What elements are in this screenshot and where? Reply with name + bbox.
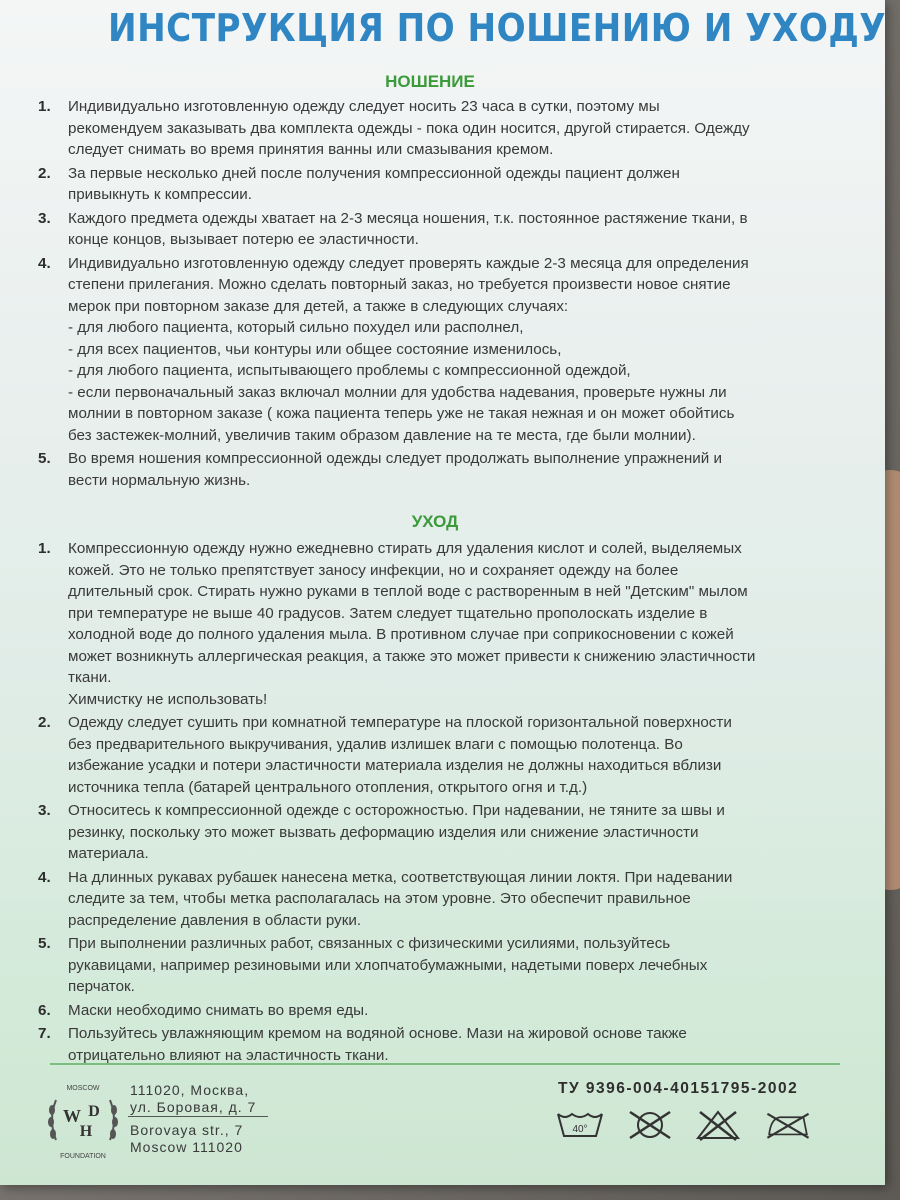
wearing-list: [38, 96, 838, 493]
text-line: Одежду следует сушить при комнатной температуре на плоской горизонтальной поверхности: [68, 714, 732, 731]
text-line: Компрессионную одежду нужно ежедневно стирать для удаления кислот и солей, выделяемых: [68, 540, 742, 557]
text-line: ткани.: [68, 669, 112, 686]
item-number: 4.: [38, 868, 51, 886]
item-text: [68, 867, 838, 932]
care-list: [38, 538, 838, 1068]
address-divider: [128, 1116, 268, 1117]
list-item: [38, 933, 838, 998]
logo-letter-w: W: [63, 1106, 81, 1126]
list-item: [38, 712, 838, 798]
item-text: [68, 208, 838, 251]
text-line: без застежек-молний, увеличив таким образом давление на те места, где были молнии).: [68, 426, 696, 444]
wash-40-icon: [556, 1108, 604, 1142]
care-heading: УХОД: [411, 512, 459, 531]
list-item: [38, 208, 838, 251]
page-title: ИНСТРУКЦИЯ ПО НОШЕНИЮ И УХОДУ: [108, 6, 887, 50]
item-number: 7.: [38, 1025, 51, 1042]
text-line: За первые несколько дней после получения компрессионной одежды пациент должен: [68, 164, 680, 182]
text-line: - если первоначальный заказ включал молнии для удобства надевания, проверьте нужны ли: [68, 383, 727, 401]
item-text: [68, 800, 838, 865]
logo-top-text: MOSCOW: [66, 1085, 100, 1092]
text-line: следует снимать во время принятия ванны или смазывания кремом.: [68, 141, 554, 158]
text-line: степени прилегания. Можно сделать повторный заказ, но требуется произвести новое снятие: [68, 276, 731, 293]
text-line: материала.: [68, 845, 149, 862]
logo-bottom-text: FOUNDATION: [60, 1153, 106, 1160]
text-line: распределение давления в области руки.: [68, 911, 362, 929]
wash-temp-label: 40°: [572, 1124, 588, 1135]
text-line: источника тепла (батарей центрального отопления, открытого огня и т.д.): [68, 778, 588, 796]
address-en-line-2: Moscow 111020: [130, 1139, 243, 1155]
text-line: Относитесь к компрессионной одежде с осторожностью. При надевании, не тяните за швы и: [68, 802, 725, 819]
text-line: привыкнуть к компрессии.: [68, 186, 252, 203]
foundation-logo: [42, 1080, 124, 1162]
text-line: отрицательно влияют на эластичность ткани.: [68, 1046, 389, 1064]
address-ru-line-2: ул. Боровая, д. 7: [130, 1099, 257, 1115]
item-number: 5.: [38, 450, 51, 467]
item-text: [68, 538, 838, 710]
text-line: рукавицами, например резиновыми или хлопчатобумажными, надетыми поверх лечебных: [68, 956, 708, 974]
list-item: [38, 253, 838, 447]
item-text: [68, 1023, 838, 1066]
text-line: Индивидуально изготовленную одежду следует носить 23 часа в сутки, поэтому мы: [68, 98, 660, 115]
text-line: конце концов, вызывает потерю ее эластичности.: [68, 231, 419, 248]
item-text: [68, 96, 838, 161]
list-item: [38, 96, 838, 161]
item-number: 2.: [38, 714, 51, 731]
text-line: при температуре не выше 40 градусов. Затем следует тщательно прополоскать изделие в: [68, 604, 708, 622]
text-line: молнии в повторном заказе ( кожа пациента теперь уже не такая нежная и он может обойтись: [68, 405, 735, 422]
text-line: Индивидуально изготовленную одежду следует проверять каждые 2-3 месяца для определения: [68, 254, 749, 272]
item-text: [68, 253, 838, 447]
text-line: - для любого пациента, испытывающего проблемы с компрессионной одеждой,: [68, 362, 631, 379]
item-text: [68, 712, 838, 798]
address-en-line-1: Borovaya str., 7: [130, 1122, 244, 1138]
text-line: перчаток.: [68, 978, 135, 995]
item-text: [68, 933, 838, 998]
text-line: может возникнуть аллергическая реакция, а также это может привести к снижению эластичности: [68, 647, 756, 665]
item-text: [68, 163, 838, 206]
wearing-heading: НОШЕНИЕ: [385, 72, 475, 91]
no-iron-icon: [764, 1108, 812, 1142]
text-line: Маски необходимо снимать во время еды.: [68, 1001, 369, 1019]
list-item: [38, 800, 838, 865]
item-text: [68, 1000, 838, 1022]
text-line: При выполнении различных работ, связанных с физическими усилиями, пользуйтесь: [68, 935, 671, 952]
no-chlorine-icon: [694, 1108, 742, 1142]
text-line: Пользуйтесь увлажняющим кремом на водяной основе. Мази на жировой основе также: [68, 1025, 687, 1042]
text-line: кожей. Это не только препятствует заносу инфекции, но и сохраняет одежду на более: [68, 561, 679, 579]
item-number: 1.: [38, 540, 51, 557]
text-line: избежание усадки и потери эластичности материала изделия не должны находиться вблизи: [68, 757, 722, 774]
item-number: 3.: [38, 802, 51, 819]
text-line: Химчистку не использовать!: [68, 690, 268, 708]
address-ru-line-1: 111020, Москва,: [130, 1082, 250, 1098]
text-line: - для всех пациентов, чьи контуры или общее состояние изменилось,: [68, 340, 562, 358]
item-number: 1.: [38, 98, 51, 115]
tech-spec-code: ТУ 9396-004-40151795-2002: [558, 1080, 799, 1097]
item-number: 4.: [38, 254, 51, 272]
logo-letter-h: H: [79, 1123, 93, 1140]
text-line: Каждого предмета одежды хватает на 2-3 месяца ношения, т.к. постоянное растяжение ткани, в: [68, 209, 748, 227]
logo-letter-d: D: [88, 1103, 100, 1120]
text-line: резинку, поскольку это может вызвать деформацию изделия или снижение эластичности: [68, 823, 699, 841]
text-line: следите за тем, чтобы метка располагалась на этом уровне. Это обеспечит правильное: [68, 890, 691, 907]
no-bleach-icon: [626, 1108, 674, 1142]
item-number: 2.: [38, 164, 51, 182]
item-number: 5.: [38, 935, 51, 952]
text-line: мерок при повторном заказе для детей, а также в следующих случаях:: [68, 297, 569, 315]
text-line: холодной воде до полного удаления мыла. В противном случае при соприкосновении с кожей: [68, 626, 734, 643]
text-line: длительный срок. Стирать нужно руками в теплой воде с растворенным в ней "Детским" мылом: [68, 583, 748, 600]
text-line: Во время ношения компрессионной одежды следует продолжать выполнение упражнений и: [68, 450, 722, 467]
list-item: [38, 163, 838, 206]
item-text: [68, 448, 838, 491]
item-number: 6.: [38, 1001, 51, 1019]
list-item: [38, 867, 838, 932]
footer-divider: [50, 1063, 840, 1065]
text-line: вести нормальную жизнь.: [68, 471, 251, 489]
text-line: рекомендуем заказывать два комплекта одежды - пока один носится, другой стирается. Одежду: [68, 119, 750, 137]
list-item: [38, 1000, 838, 1022]
text-line: На длинных рукавах рубашек нанесена метка, соответствующая линии локтя. При надевании: [68, 868, 733, 886]
text-line: без предварительного выкручивания, удалив излишек влаги с помощью полотенца. Во: [68, 735, 683, 753]
list-item: [38, 1023, 838, 1066]
list-item: [38, 448, 838, 491]
list-item: [38, 538, 838, 710]
item-number: 3.: [38, 209, 51, 227]
text-line: - для любого пациента, который сильно похудел или располнел,: [68, 319, 524, 336]
